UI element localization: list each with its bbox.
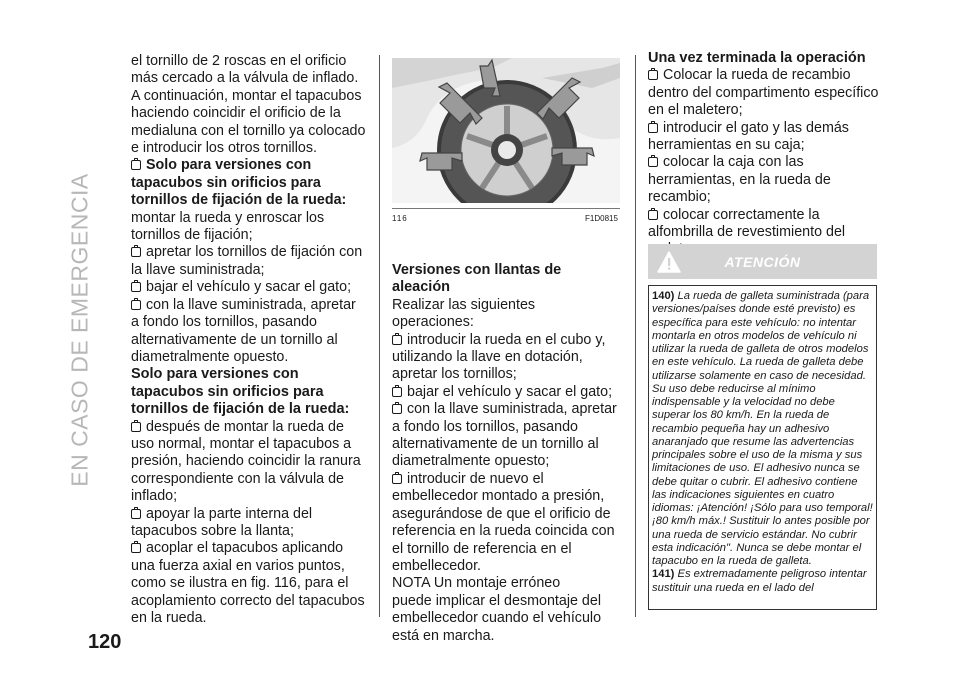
list-item: acoplar el tapacubos aplicando una fuerza axial en varios puntos, como se ilustra en fig. 116, para el acoplamiento correcto del tapacubos en la rueda. <box>131 540 365 626</box>
list-item: con la llave suministrada, apretar a fondo los tornillos, pasando alternativamente de un tornillo al diametralmente opuesto. <box>131 296 356 365</box>
chapter-side-title: EN CASO DE EMERGENCIA <box>66 173 93 487</box>
warning-text: Es extremadamente peligroso intentar sustituir una rueda en el lado del <box>652 568 867 594</box>
section-heading: Solo para versiones con tapacubos sin orificios para tornillos de fijación de la rueda: <box>131 157 347 209</box>
figure-number: 116 <box>392 214 408 223</box>
column-1 <box>131 53 367 627</box>
bullet-icon <box>131 509 141 519</box>
section-heading: Una vez terminada la operación <box>648 50 866 66</box>
figure-rule <box>392 208 620 209</box>
list-item: apoyar la parte interna del tapacubos sobre la llanta; <box>131 505 313 539</box>
section-heading: Versiones con llantas de aleación <box>392 262 562 296</box>
bullet-icon <box>131 282 141 292</box>
bullet-icon <box>392 387 402 397</box>
warning-title: ATENCIÓN <box>724 254 801 270</box>
list-item: colocar la caja con las herramientas, en la rueda de recambio; <box>648 154 831 206</box>
column-2 <box>392 262 620 645</box>
warning-header <box>648 244 877 279</box>
bullet-icon <box>131 160 141 170</box>
section-heading: Solo para versiones con tapacubos sin orificios para tornillos de fijación de la rueda: <box>131 366 350 418</box>
list-item: introducir la rueda en el cubo y, utilizando la llave en dotación, apretar los tornillos; <box>392 331 606 383</box>
warning-number: 141) <box>652 568 675 581</box>
wheel-cover-figure <box>392 58 620 203</box>
list-item: con la llave suministrada, apretar a fondo los tornillos, pasando alternativamente de un tornillo al diametralmente opuesto; <box>392 401 617 470</box>
paragraph: Realizar las siguientes operaciones: <box>392 296 536 331</box>
list-item: Colocar la rueda de recambio dentro del compartimento específico en el maletero; <box>648 67 879 119</box>
warning-number: 140) <box>652 290 675 302</box>
list-item: introducir de nuevo el embellecedor montado a presión, asegurándose de que el orificio de referencia en la rueda coincida con el tornillo de referencia en el embellecedor. <box>392 470 615 574</box>
list-item: bajar el vehículo y sacar el gato; <box>407 383 613 400</box>
paragraph: montar la rueda y enroscar los tornillos de fijación; <box>131 209 325 244</box>
list-item: apretar los tornillos de fijación con la llave suministrada; <box>131 244 363 278</box>
list-item: después de montar la rueda de uso normal, montar el tapacubos a presión, haciendo coincidir la ranura correspondiente con la válvula de inflado; <box>131 418 361 505</box>
figure-code: F1D0815 <box>585 214 618 223</box>
note-title: NOTA Un montaje erróneo <box>392 575 561 592</box>
note-text: puede implicar el desmontaje del embellecedor cuando el vehículo está en marcha. <box>392 592 602 644</box>
bullet-icon <box>131 247 141 257</box>
bullet-icon <box>131 300 141 310</box>
list-item: colocar correctamente la alfombrilla de revestimiento del <box>648 206 846 241</box>
warning-text: La rueda de galleta suministrada (para versiones/países donde esté previsto) es específica para este vehículo: no intentar montarla en otros modelos de vehículo ni utilizar la rueda de galleta de otros modelos en este vehículo. La rueda de galleta debe utilizarse solamente en caso de necesidad. Su uso debe reducirse al mínimo indispensable y la velocidad no debe superar los 80 km/h. En la rueda de recambio pequeña hay un adhesivo anaranjado que resume las advertencias principales sobre el uso de la misma y sus limitaciones de uso. El adhesivo nunca se debe quitar o cubrir. El adhesivo contiene las indicaciones siguientes en cuatro idiomas: ¡Atención! ¡Sólo para uso temporal! ¡80 km/h máx.! Sustituir lo antes posible por una rueda de servicio estándar. No cubrir esta indicación". Nunca se debe montar el tapacubo en la rueda de galleta. <box>652 290 873 567</box>
bullet-icon <box>648 70 658 80</box>
bullet-icon <box>392 474 402 484</box>
page-number: 120 <box>88 631 122 653</box>
paragraph: el tornillo de 2 roscas en el orificio más cercado a la válvula de inflado. A continuación, montar el tapacubos haciendo coincidir el orificio de la medialuna con el tornillo ya colocado e introducir los otros tornillos. <box>131 53 366 157</box>
bullet-icon <box>648 210 658 220</box>
bullet-icon <box>131 422 141 432</box>
bullet-icon <box>648 123 658 133</box>
bullet-icon <box>392 404 402 414</box>
column-divider <box>635 55 636 617</box>
column-divider <box>379 55 380 617</box>
column-3 <box>648 50 880 259</box>
bullet-icon <box>648 157 658 167</box>
warning-box <box>648 285 877 610</box>
bullet-icon <box>392 335 402 345</box>
bullet-icon <box>131 543 141 553</box>
list-item: bajar el vehículo y sacar el gato; <box>146 279 352 296</box>
list-item: introducir el gato y las demás herramientas en su caja; <box>648 119 849 154</box>
